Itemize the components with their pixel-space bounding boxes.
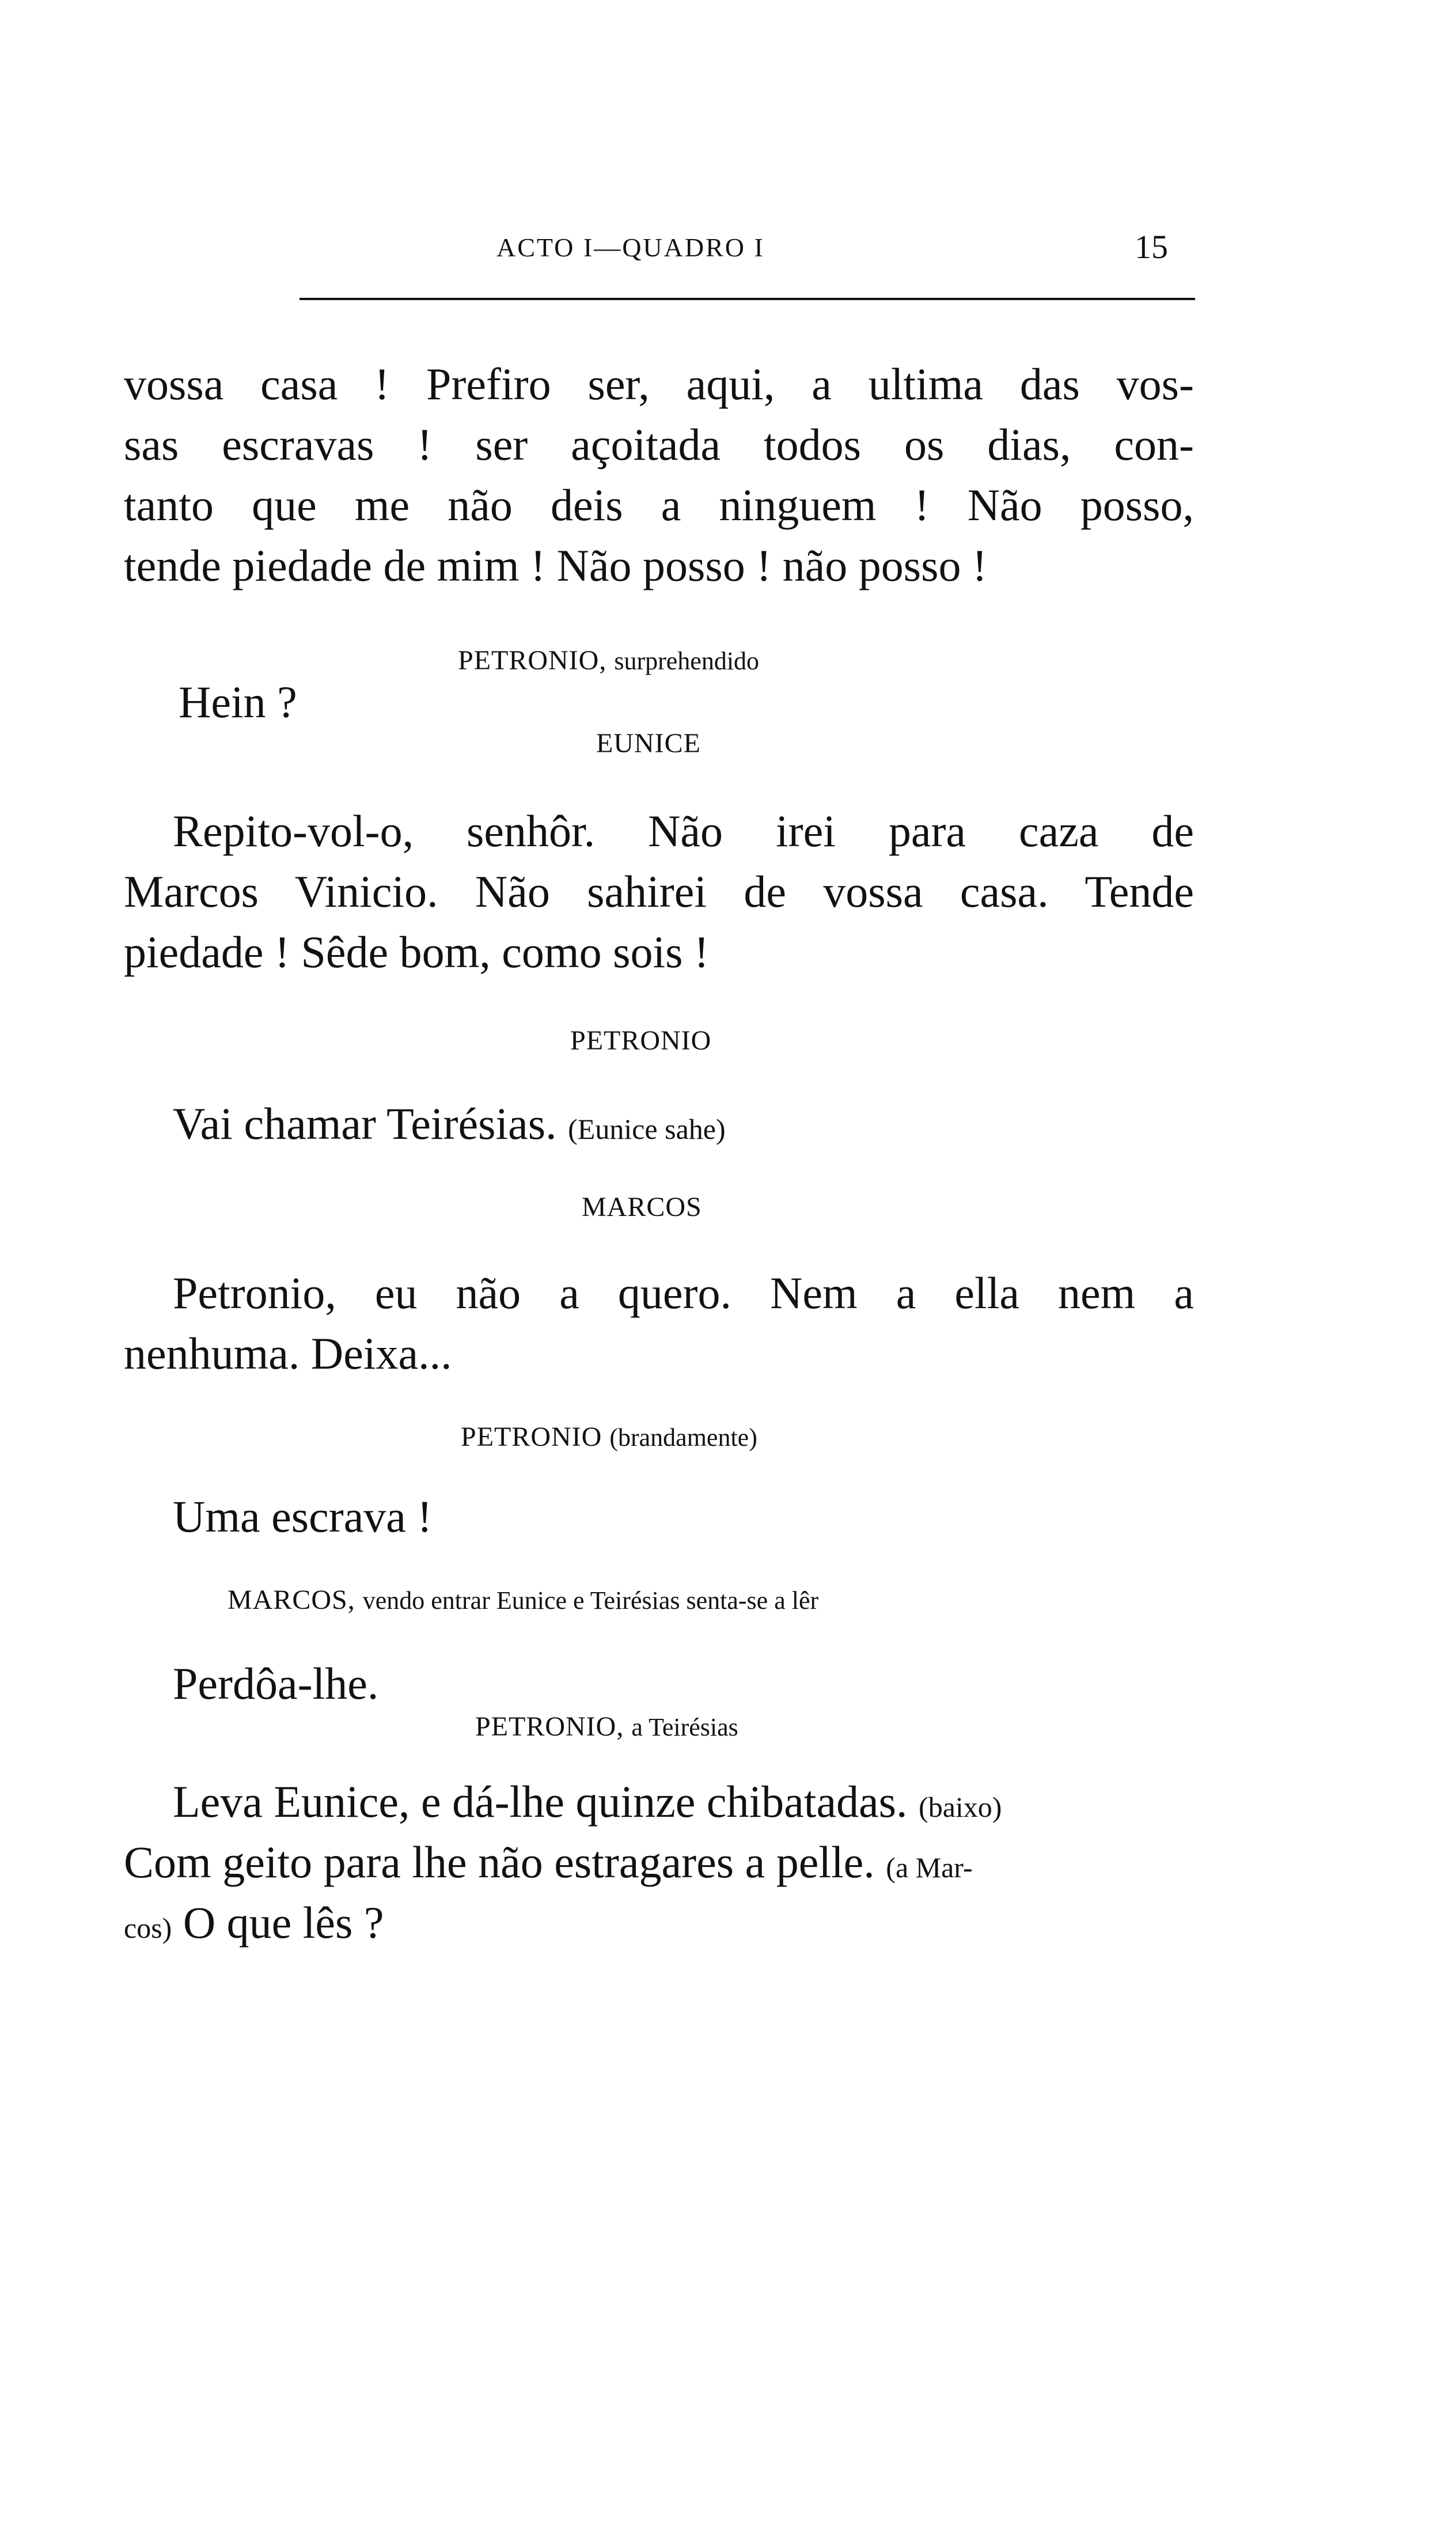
- dialogue-text: Com geito para lhe não estragares a pelle.: [124, 1837, 875, 1887]
- speaker-heading: [475, 1711, 738, 1742]
- speaker-name: PETRONIO: [570, 1025, 712, 1056]
- stage-direction: vendo entrar Eunice e Teirésias senta-se a lêr: [362, 1586, 819, 1615]
- text-line: nenhuma. Deixa...: [124, 1328, 452, 1378]
- stage-direction: surprehendido: [614, 647, 760, 675]
- text-line: sas escravas ! ser açoitada todos os dias, con-: [124, 419, 1194, 469]
- header-rule: [299, 298, 1195, 300]
- dialogue-line: Uma escrava !: [173, 1491, 433, 1541]
- dialogue-text: O que lês ?: [183, 1897, 384, 1948]
- dialogue-text: Leva Eunice, e dá-lhe quinze chibatadas.: [173, 1776, 908, 1827]
- dialogue-line: Hein ?: [179, 677, 297, 727]
- stage-direction: cos): [124, 1912, 172, 1944]
- running-title: ACTO I—QUADRO I: [496, 233, 765, 262]
- speaker-name: PETRONIO,: [475, 1711, 624, 1742]
- text-line: [124, 1832, 973, 1898]
- speaker-name: MARCOS,: [227, 1585, 355, 1615]
- stage-direction: (baixo): [919, 1791, 1002, 1823]
- text-line: [173, 1771, 1002, 1838]
- text-line: tende piedade de mim ! Não posso ! não posso !: [124, 540, 987, 590]
- text-line: Repito-vol-o, senhôr. Não irei para caza de: [173, 806, 1194, 856]
- speaker-heading: [227, 1584, 818, 1616]
- stage-direction: (a Mar-: [886, 1851, 973, 1884]
- dialogue-text: Vai chamar Teirésias.: [173, 1098, 557, 1149]
- page-number: 15: [1135, 228, 1168, 266]
- speaker-heading: [461, 1421, 757, 1453]
- text-line: [124, 1892, 384, 1958]
- speaker-heading: [458, 645, 759, 676]
- dialogue-line: Perdôa-lhe.: [173, 1658, 379, 1708]
- text-line: tanto que me não deis a ninguem ! Não posso,: [124, 480, 1194, 530]
- speaker-name: PETRONIO: [461, 1422, 602, 1452]
- stage-direction: a Teirésias: [631, 1713, 738, 1741]
- stage-direction: (brandamente): [609, 1423, 757, 1452]
- text-line: Marcos Vinicio. Não sahirei de vossa casa. Tende: [124, 866, 1194, 916]
- speaker-name: PETRONIO,: [458, 645, 607, 676]
- text-line: vossa casa ! Prefiro ser, aqui, a ultima das vos-: [124, 359, 1194, 409]
- text-line: piedade ! Sêde bom, como sois !: [124, 927, 709, 977]
- stage-direction: (Eunice sahe): [568, 1113, 726, 1145]
- speaker-name: MARCOS: [582, 1192, 702, 1222]
- text-line: Petronio, eu não a quero. Nem a ella nem a: [173, 1268, 1194, 1318]
- dialogue-line: [173, 1093, 726, 1160]
- speaker-name: EUNICE: [596, 728, 701, 759]
